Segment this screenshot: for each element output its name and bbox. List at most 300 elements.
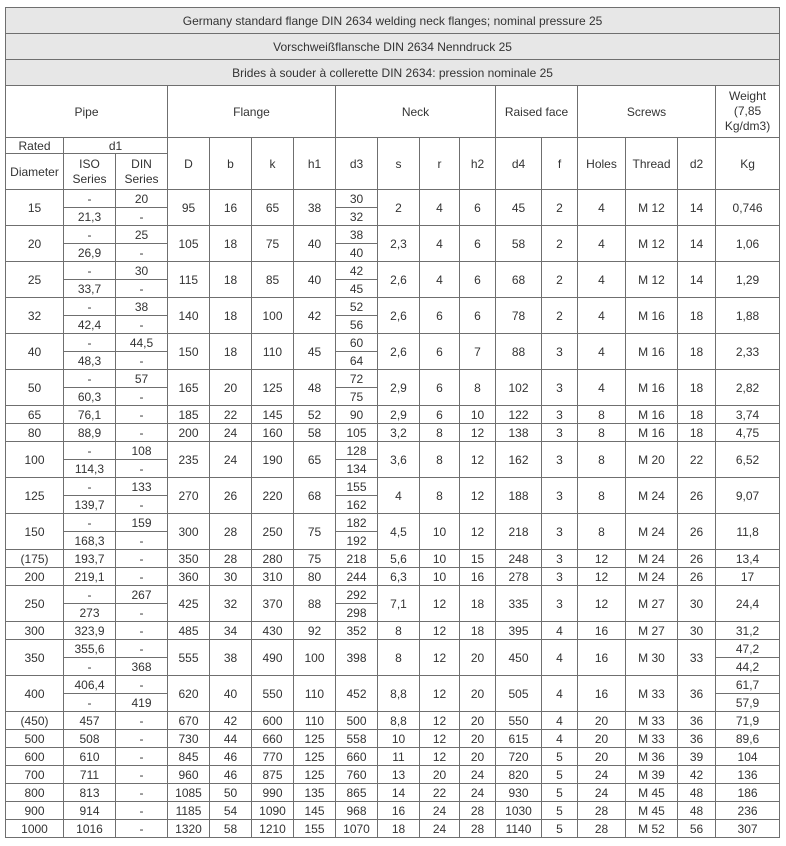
header-d1: d1 bbox=[64, 138, 168, 154]
table-body bbox=[6, 190, 780, 838]
cell-d: 140 bbox=[168, 298, 210, 334]
cell-f: 3 bbox=[542, 550, 578, 568]
cell-b: 40 bbox=[210, 676, 252, 712]
cell-d3: 30 bbox=[336, 190, 378, 208]
cell-thread: M 33 bbox=[626, 730, 678, 748]
cell-s: 7,1 bbox=[378, 586, 420, 622]
header-holes: Holes bbox=[578, 138, 626, 190]
cell-kg: 44,2 bbox=[716, 658, 780, 676]
cell-iso: - bbox=[64, 694, 116, 712]
cell-b: 18 bbox=[210, 226, 252, 262]
cell-rated: 32 bbox=[6, 298, 64, 334]
cell-h1: 75 bbox=[294, 550, 336, 568]
cell-iso: 508 bbox=[64, 730, 116, 748]
cell-d4: 550 bbox=[496, 712, 542, 730]
cell-din: 38 bbox=[116, 298, 168, 316]
cell-d4: 335 bbox=[496, 586, 542, 622]
cell-d3: 192 bbox=[336, 532, 378, 550]
table-row bbox=[6, 550, 780, 568]
cell-b: 18 bbox=[210, 334, 252, 370]
cell-r: 4 bbox=[420, 226, 460, 262]
cell-b: 42 bbox=[210, 712, 252, 730]
header-iso: ISO Series bbox=[64, 154, 116, 190]
header-k: k bbox=[252, 138, 294, 190]
table-row bbox=[6, 784, 780, 802]
cell-h2: 6 bbox=[460, 262, 496, 298]
cell-r: 12 bbox=[420, 676, 460, 712]
cell-thread: M 39 bbox=[626, 766, 678, 784]
cell-kg: 31,2 bbox=[716, 622, 780, 640]
cell-kg: 89,6 bbox=[716, 730, 780, 748]
header-weight-label: Weight bbox=[728, 89, 767, 103]
cell-holes: 16 bbox=[578, 640, 626, 676]
cell-holes: 12 bbox=[578, 568, 626, 586]
table-row bbox=[6, 478, 780, 496]
cell-din: 57 bbox=[116, 370, 168, 388]
table-row bbox=[6, 676, 780, 694]
cell-d4: 820 bbox=[496, 766, 542, 784]
cell-thread: M 16 bbox=[626, 298, 678, 334]
cell-d2: 18 bbox=[678, 298, 716, 334]
cell-thread: M 16 bbox=[626, 370, 678, 406]
cell-din: - bbox=[116, 406, 168, 424]
cell-f: 4 bbox=[542, 622, 578, 640]
cell-d2: 22 bbox=[678, 442, 716, 478]
cell-d3: 32 bbox=[336, 208, 378, 226]
cell-iso: 219,1 bbox=[64, 568, 116, 586]
title-fr: Brides à souder à collerette DIN 2634: pression nominale 25 bbox=[6, 60, 780, 86]
cell-d2: 18 bbox=[678, 370, 716, 406]
cell-iso: 813 bbox=[64, 784, 116, 802]
cell-iso: 26,9 bbox=[64, 244, 116, 262]
header-raised-face: Raised face bbox=[496, 86, 578, 138]
cell-b: 44 bbox=[210, 730, 252, 748]
cell-d3: 45 bbox=[336, 280, 378, 298]
cell-holes: 8 bbox=[578, 442, 626, 478]
cell-iso: 168,3 bbox=[64, 532, 116, 550]
cell-holes: 20 bbox=[578, 730, 626, 748]
cell-f: 2 bbox=[542, 262, 578, 298]
cell-r: 20 bbox=[420, 766, 460, 784]
cell-d: 350 bbox=[168, 550, 210, 568]
cell-h1: 48 bbox=[294, 370, 336, 406]
cell-s: 4 bbox=[378, 478, 420, 514]
cell-holes: 28 bbox=[578, 820, 626, 838]
cell-iso: - bbox=[64, 514, 116, 532]
cell-din: - bbox=[116, 784, 168, 802]
cell-f: 3 bbox=[542, 478, 578, 514]
cell-h2: 20 bbox=[460, 676, 496, 712]
cell-thread: M 36 bbox=[626, 748, 678, 766]
cell-r: 8 bbox=[420, 478, 460, 514]
cell-kg: 104 bbox=[716, 748, 780, 766]
cell-s: 2,6 bbox=[378, 262, 420, 298]
cell-iso: 193,7 bbox=[64, 550, 116, 568]
cell-kg: 6,52 bbox=[716, 442, 780, 478]
cell-d3: 398 bbox=[336, 640, 378, 676]
cell-d: 150 bbox=[168, 334, 210, 370]
cell-d4: 78 bbox=[496, 298, 542, 334]
cell-iso: - bbox=[64, 334, 116, 352]
cell-rated: 150 bbox=[6, 514, 64, 550]
cell-s: 3,6 bbox=[378, 442, 420, 478]
cell-s: 2,6 bbox=[378, 298, 420, 334]
cell-k: 145 bbox=[252, 406, 294, 424]
cell-d4: 1030 bbox=[496, 802, 542, 820]
cell-holes: 8 bbox=[578, 406, 626, 424]
cell-iso: - bbox=[64, 442, 116, 460]
table-row bbox=[6, 748, 780, 766]
cell-d3: 40 bbox=[336, 244, 378, 262]
cell-kg: 2,33 bbox=[716, 334, 780, 370]
cell-b: 26 bbox=[210, 478, 252, 514]
cell-f: 4 bbox=[542, 640, 578, 676]
cell-holes: 4 bbox=[578, 298, 626, 334]
cell-d3: 1070 bbox=[336, 820, 378, 838]
cell-r: 12 bbox=[420, 730, 460, 748]
cell-kg: 11,8 bbox=[716, 514, 780, 550]
cell-rated: 65 bbox=[6, 406, 64, 424]
cell-h2: 12 bbox=[460, 424, 496, 442]
cell-f: 3 bbox=[542, 514, 578, 550]
table-row bbox=[6, 640, 780, 658]
cell-d: 165 bbox=[168, 370, 210, 406]
cell-d3: 75 bbox=[336, 388, 378, 406]
cell-holes: 20 bbox=[578, 712, 626, 730]
cell-s: 16 bbox=[378, 802, 420, 820]
cell-r: 12 bbox=[420, 748, 460, 766]
cell-d3: 162 bbox=[336, 496, 378, 514]
cell-rated: 800 bbox=[6, 784, 64, 802]
cell-d3: 182 bbox=[336, 514, 378, 532]
cell-din: - bbox=[116, 550, 168, 568]
cell-din: 25 bbox=[116, 226, 168, 244]
cell-k: 125 bbox=[252, 370, 294, 406]
cell-d2: 18 bbox=[678, 406, 716, 424]
cell-b: 20 bbox=[210, 370, 252, 406]
cell-d3: 218 bbox=[336, 550, 378, 568]
cell-thread: M 33 bbox=[626, 676, 678, 712]
cell-h1: 42 bbox=[294, 298, 336, 334]
cell-iso: 76,1 bbox=[64, 406, 116, 424]
cell-thread: M 45 bbox=[626, 802, 678, 820]
cell-iso: - bbox=[64, 478, 116, 496]
cell-d3: 452 bbox=[336, 676, 378, 712]
cell-k: 990 bbox=[252, 784, 294, 802]
cell-h2: 18 bbox=[460, 586, 496, 622]
cell-h2: 8 bbox=[460, 370, 496, 406]
cell-rated: 100 bbox=[6, 442, 64, 478]
header-d2: d2 bbox=[678, 138, 716, 190]
cell-d2: 39 bbox=[678, 748, 716, 766]
cell-d: 1320 bbox=[168, 820, 210, 838]
header-flange: Flange bbox=[168, 86, 336, 138]
cell-holes: 8 bbox=[578, 514, 626, 550]
cell-d3: 72 bbox=[336, 370, 378, 388]
cell-holes: 24 bbox=[578, 784, 626, 802]
cell-f: 4 bbox=[542, 712, 578, 730]
cell-d4: 162 bbox=[496, 442, 542, 478]
cell-iso: - bbox=[64, 190, 116, 208]
cell-r: 8 bbox=[420, 442, 460, 478]
cell-h2: 12 bbox=[460, 442, 496, 478]
header-s: s bbox=[378, 138, 420, 190]
cell-rated: 700 bbox=[6, 766, 64, 784]
cell-d4: 68 bbox=[496, 262, 542, 298]
cell-iso: 355,6 bbox=[64, 640, 116, 658]
cell-h2: 24 bbox=[460, 784, 496, 802]
cell-rated: 250 bbox=[6, 586, 64, 622]
cell-holes: 8 bbox=[578, 424, 626, 442]
cell-thread: M 12 bbox=[626, 190, 678, 226]
cell-k: 110 bbox=[252, 334, 294, 370]
cell-d3: 558 bbox=[336, 730, 378, 748]
cell-kg: 4,75 bbox=[716, 424, 780, 442]
cell-thread: M 12 bbox=[626, 226, 678, 262]
cell-k: 100 bbox=[252, 298, 294, 334]
cell-kg: 307 bbox=[716, 820, 780, 838]
cell-h2: 20 bbox=[460, 748, 496, 766]
table-row bbox=[6, 334, 780, 352]
cell-kg: 1,06 bbox=[716, 226, 780, 262]
cell-b: 18 bbox=[210, 262, 252, 298]
cell-h1: 58 bbox=[294, 424, 336, 442]
cell-d2: 26 bbox=[678, 478, 716, 514]
cell-kg: 57,9 bbox=[716, 694, 780, 712]
cell-s: 2,3 bbox=[378, 226, 420, 262]
cell-d3: 105 bbox=[336, 424, 378, 442]
header-weight-unit: (7,85 Kg/dm3) bbox=[724, 104, 771, 133]
cell-s: 14 bbox=[378, 784, 420, 802]
cell-f: 5 bbox=[542, 766, 578, 784]
cell-h1: 135 bbox=[294, 784, 336, 802]
table-row bbox=[6, 226, 780, 244]
table-row bbox=[6, 802, 780, 820]
cell-d4: 278 bbox=[496, 568, 542, 586]
cell-r: 6 bbox=[420, 334, 460, 370]
cell-iso: 60,3 bbox=[64, 388, 116, 406]
cell-s: 2 bbox=[378, 190, 420, 226]
cell-d3: 60 bbox=[336, 334, 378, 352]
cell-d4: 45 bbox=[496, 190, 542, 226]
cell-kg: 9,07 bbox=[716, 478, 780, 514]
cell-k: 160 bbox=[252, 424, 294, 442]
cell-d3: 760 bbox=[336, 766, 378, 784]
cell-d2: 30 bbox=[678, 586, 716, 622]
cell-din: - bbox=[116, 748, 168, 766]
cell-k: 1090 bbox=[252, 802, 294, 820]
cell-din: - bbox=[116, 766, 168, 784]
cell-b: 24 bbox=[210, 442, 252, 478]
cell-kg: 0,746 bbox=[716, 190, 780, 226]
cell-f: 3 bbox=[542, 568, 578, 586]
cell-d: 960 bbox=[168, 766, 210, 784]
cell-h2: 10 bbox=[460, 406, 496, 424]
table-row bbox=[6, 622, 780, 640]
cell-kg: 71,9 bbox=[716, 712, 780, 730]
cell-iso: 1016 bbox=[64, 820, 116, 838]
cell-r: 12 bbox=[420, 640, 460, 676]
header-h1: h1 bbox=[294, 138, 336, 190]
cell-d4: 188 bbox=[496, 478, 542, 514]
cell-h2: 12 bbox=[460, 478, 496, 514]
cell-h2: 16 bbox=[460, 568, 496, 586]
cell-b: 50 bbox=[210, 784, 252, 802]
cell-d3: 38 bbox=[336, 226, 378, 244]
cell-f: 4 bbox=[542, 676, 578, 712]
cell-thread: M 12 bbox=[626, 262, 678, 298]
cell-h2: 7 bbox=[460, 334, 496, 370]
table-row bbox=[6, 262, 780, 280]
cell-iso: 914 bbox=[64, 802, 116, 820]
cell-holes: 4 bbox=[578, 226, 626, 262]
cell-d3: 500 bbox=[336, 712, 378, 730]
cell-s: 6,3 bbox=[378, 568, 420, 586]
cell-d: 300 bbox=[168, 514, 210, 550]
cell-iso: - bbox=[64, 658, 116, 676]
cell-r: 10 bbox=[420, 550, 460, 568]
cell-rated: 600 bbox=[6, 748, 64, 766]
cell-h1: 40 bbox=[294, 262, 336, 298]
cell-f: 4 bbox=[542, 730, 578, 748]
cell-k: 490 bbox=[252, 640, 294, 676]
cell-h1: 110 bbox=[294, 676, 336, 712]
cell-d4: 248 bbox=[496, 550, 542, 568]
cell-iso: 139,7 bbox=[64, 496, 116, 514]
cell-d4: 930 bbox=[496, 784, 542, 802]
cell-r: 8 bbox=[420, 424, 460, 442]
cell-b: 28 bbox=[210, 550, 252, 568]
cell-d3: 352 bbox=[336, 622, 378, 640]
cell-din: - bbox=[116, 532, 168, 550]
cell-kg: 3,74 bbox=[716, 406, 780, 424]
cell-f: 3 bbox=[542, 370, 578, 406]
cell-d: 270 bbox=[168, 478, 210, 514]
cell-d: 845 bbox=[168, 748, 210, 766]
cell-d2: 14 bbox=[678, 190, 716, 226]
flange-table bbox=[5, 7, 780, 838]
cell-d2: 48 bbox=[678, 784, 716, 802]
cell-k: 600 bbox=[252, 712, 294, 730]
cell-d2: 42 bbox=[678, 766, 716, 784]
cell-holes: 8 bbox=[578, 478, 626, 514]
cell-iso: 406,4 bbox=[64, 676, 116, 694]
cell-f: 3 bbox=[542, 334, 578, 370]
cell-kg: 186 bbox=[716, 784, 780, 802]
cell-din: - bbox=[116, 730, 168, 748]
cell-f: 3 bbox=[542, 406, 578, 424]
cell-din: - bbox=[116, 640, 168, 658]
cell-holes: 28 bbox=[578, 802, 626, 820]
cell-d3: 42 bbox=[336, 262, 378, 280]
cell-rated: 900 bbox=[6, 802, 64, 820]
cell-thread: M 20 bbox=[626, 442, 678, 478]
cell-s: 2,9 bbox=[378, 370, 420, 406]
cell-d2: 36 bbox=[678, 730, 716, 748]
cell-k: 310 bbox=[252, 568, 294, 586]
cell-iso: 711 bbox=[64, 766, 116, 784]
cell-thread: M 24 bbox=[626, 550, 678, 568]
cell-d3: 52 bbox=[336, 298, 378, 316]
cell-iso: - bbox=[64, 370, 116, 388]
cell-k: 220 bbox=[252, 478, 294, 514]
cell-h2: 28 bbox=[460, 802, 496, 820]
cell-s: 10 bbox=[378, 730, 420, 748]
cell-b: 54 bbox=[210, 802, 252, 820]
cell-iso: 33,7 bbox=[64, 280, 116, 298]
cell-b: 22 bbox=[210, 406, 252, 424]
cell-f: 2 bbox=[542, 298, 578, 334]
cell-h1: 92 bbox=[294, 622, 336, 640]
cell-rated: 20 bbox=[6, 226, 64, 262]
cell-thread: M 45 bbox=[626, 784, 678, 802]
cell-rated: 400 bbox=[6, 676, 64, 712]
cell-k: 280 bbox=[252, 550, 294, 568]
cell-din: - bbox=[116, 352, 168, 370]
cell-thread: M 27 bbox=[626, 586, 678, 622]
cell-kg: 136 bbox=[716, 766, 780, 784]
cell-h2: 28 bbox=[460, 820, 496, 838]
cell-d4: 615 bbox=[496, 730, 542, 748]
cell-din: - bbox=[116, 622, 168, 640]
cell-r: 12 bbox=[420, 712, 460, 730]
cell-d: 485 bbox=[168, 622, 210, 640]
cell-din: - bbox=[116, 424, 168, 442]
cell-rated: 50 bbox=[6, 370, 64, 406]
cell-rated: (175) bbox=[6, 550, 64, 568]
table-row bbox=[6, 442, 780, 460]
cell-h2: 6 bbox=[460, 190, 496, 226]
cell-iso: - bbox=[64, 586, 116, 604]
cell-rated: 200 bbox=[6, 568, 64, 586]
cell-d3: 660 bbox=[336, 748, 378, 766]
cell-din: - bbox=[116, 316, 168, 334]
cell-holes: 4 bbox=[578, 262, 626, 298]
cell-d: 1185 bbox=[168, 802, 210, 820]
cell-rated: 1000 bbox=[6, 820, 64, 838]
cell-din: - bbox=[116, 388, 168, 406]
cell-h1: 75 bbox=[294, 514, 336, 550]
cell-d4: 1140 bbox=[496, 820, 542, 838]
cell-k: 770 bbox=[252, 748, 294, 766]
cell-f: 5 bbox=[542, 802, 578, 820]
cell-d: 670 bbox=[168, 712, 210, 730]
cell-h1: 40 bbox=[294, 226, 336, 262]
cell-thread: M 33 bbox=[626, 712, 678, 730]
cell-h2: 20 bbox=[460, 730, 496, 748]
cell-iso: 48,3 bbox=[64, 352, 116, 370]
header-r: r bbox=[420, 138, 460, 190]
cell-d2: 18 bbox=[678, 334, 716, 370]
title-en: Germany standard flange DIN 2634 welding neck flanges; nominal pressure 25 bbox=[6, 8, 780, 34]
cell-h2: 6 bbox=[460, 226, 496, 262]
cell-h1: 80 bbox=[294, 568, 336, 586]
cell-d3: 298 bbox=[336, 604, 378, 622]
cell-h2: 6 bbox=[460, 298, 496, 334]
header-b: b bbox=[210, 138, 252, 190]
cell-thread: M 27 bbox=[626, 622, 678, 640]
cell-thread: M 16 bbox=[626, 406, 678, 424]
table-row bbox=[6, 298, 780, 316]
cell-thread: M 16 bbox=[626, 424, 678, 442]
cell-din: - bbox=[116, 568, 168, 586]
title-de: Vorschweißflansche DIN 2634 Nenndruck 25 bbox=[6, 34, 780, 60]
cell-holes: 12 bbox=[578, 550, 626, 568]
table-row bbox=[6, 730, 780, 748]
cell-d: 555 bbox=[168, 640, 210, 676]
cell-thread: M 30 bbox=[626, 640, 678, 676]
cell-d: 235 bbox=[168, 442, 210, 478]
